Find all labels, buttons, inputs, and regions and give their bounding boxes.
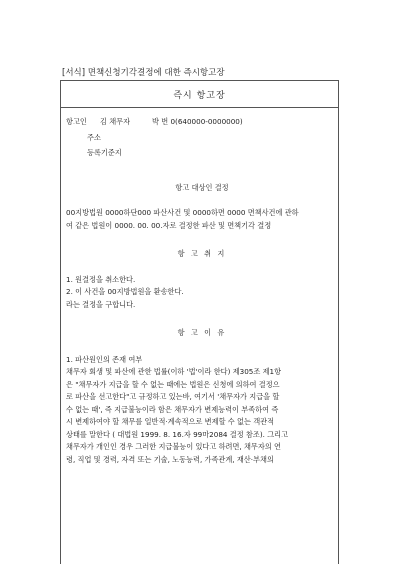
reasons-line: 시 변제하여야 할 채무를 일반적·계속적으로 변제할 수 없는 객관적	[66, 417, 275, 426]
appellant-label: 항고인	[66, 117, 87, 126]
reasons-line: 상태를 말한다 ( 대법원 1999. 8. 16.자 99마2084 결정 참조). 그리고	[66, 429, 289, 439]
target-line: 여 같은 법원이 0000. 00. 00.자로 결정한 파산 및 면책기각 결정	[66, 220, 272, 230]
appellant-rrn: 박 번 0(640000-0000000)	[152, 117, 243, 126]
reasons-heading: 항 고 이 유	[177, 328, 227, 337]
document-title: 즉시 항고장	[173, 90, 226, 101]
target-line: 00지방법원 0000하단000 파산사건 및 0000하면 0000 면책사건에 관하	[66, 208, 299, 217]
reasons-line: 령, 직업 및 경력, 자격 또는 기술, 노동능력, 가족관계, 재산·부채의	[66, 454, 274, 464]
purpose-item: 2. 이 사건을 00지방법원을 환송한다.	[66, 287, 184, 296]
document-frame	[60, 80, 339, 564]
reasons-line: 은 "채무자가 지급을 할 수 없는 때에는 법원은 신청에 의하여 결정으	[66, 379, 280, 389]
purpose-item: 1. 원결정을 취소한다.	[66, 274, 136, 284]
target-heading: 항고 대상인 결정	[175, 182, 229, 192]
purpose-item: 라는 결정을 구합니다.	[66, 299, 136, 309]
registry-label: 등록기준지	[87, 148, 122, 157]
reasons-line: 수 없는 때', 즉 지급불능이라 함은 채무자가 변제능력이 부족하여 즉	[66, 404, 279, 414]
appellant-name: 김 채무자	[100, 117, 131, 126]
title-row	[61, 81, 338, 108]
purpose-list	[66, 274, 338, 312]
appellant-row	[66, 116, 338, 129]
reasons-subheading: 1. 파산원인의 존재 여부	[66, 354, 143, 364]
reasons-line: 채무자가 개인인 경우 그러한 지급불능이 있다고 하려면, 채무자의 연	[66, 442, 281, 451]
reasons-line: 로 파산을 선고한다"고 규정하고 있는바, 여기서 '채무자가 지급을 할	[66, 392, 280, 401]
reasons-line: 채무자 회생 및 파산에 관한 법률(이하 '법'이라 한다) 제305조 제1항	[66, 367, 282, 376]
document-body	[61, 116, 338, 466]
reasons-paragraph	[66, 366, 338, 466]
target-text	[66, 207, 338, 232]
purpose-heading: 항 고 취 지	[177, 249, 227, 258]
address-label: 주소	[87, 132, 101, 142]
document-caption: [서식] 면책신청기각결정에 대한 즉시항고장	[62, 68, 225, 78]
